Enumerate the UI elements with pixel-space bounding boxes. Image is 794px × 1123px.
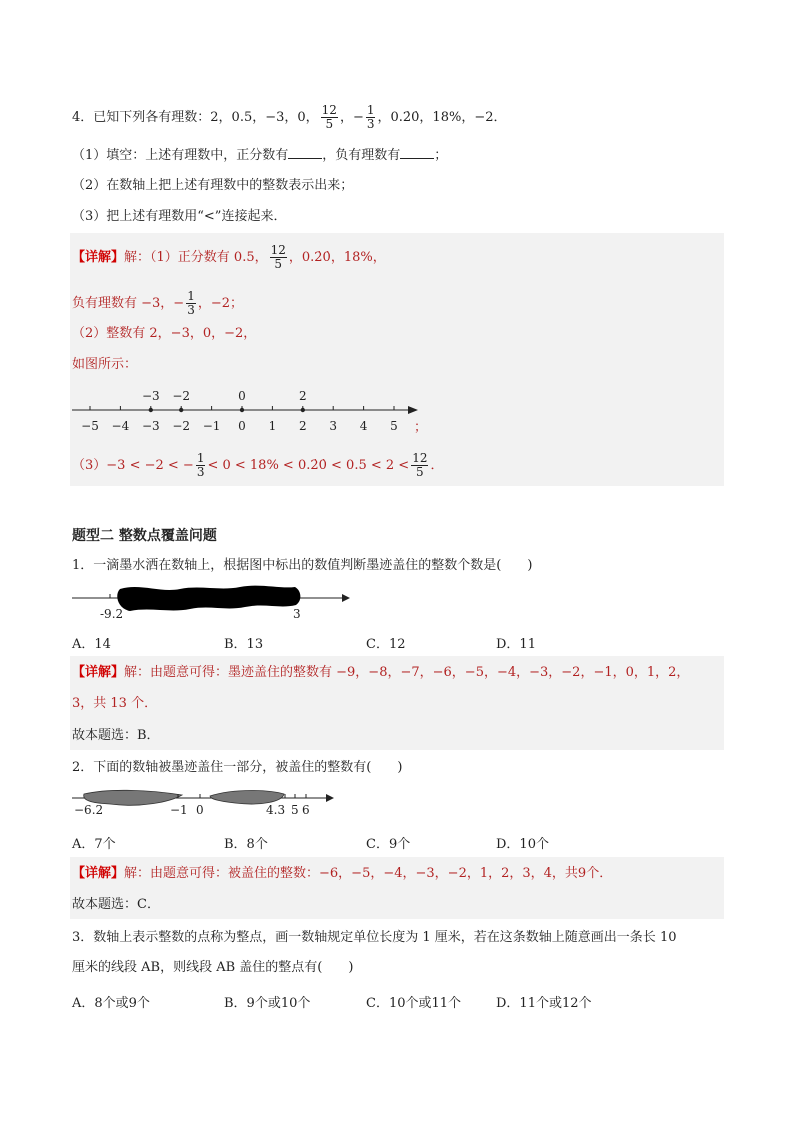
q4-answer-line3: （2）整数有 2，−3，0，−2， <box>72 326 257 341</box>
ink-number-line-1 <box>70 585 360 625</box>
fraction-1-3: $\frac{1}{3}$ <box>366 103 375 131</box>
p2-answer-line1: 【详解】解：由题意可得：被盖住的整数：−6，−5，−4，−3，−2，1，2，3，4，共9个． <box>72 866 613 881</box>
q4-sub1: （1）填空：上述有理数中，正分数有 ，负有理数有 ； <box>72 148 448 163</box>
axis-point <box>240 408 244 412</box>
p2-answer-line2: 故本题选：C． <box>72 897 160 912</box>
q4-sub2: （2）在数轴上把上述有理数中的整数表示出来； <box>72 178 354 193</box>
axis-tick-label: −3 <box>141 419 160 433</box>
option-a[interactable]: A．7个 <box>72 837 116 852</box>
fraction-12-5: $\frac{12}{5}$ <box>270 243 286 271</box>
option-d[interactable]: D．11个或12个 <box>496 996 592 1011</box>
section-title: 题型二 整数点覆盖问题 <box>72 528 217 544</box>
number-line-integers <box>70 380 430 440</box>
p2-label: 6 <box>302 803 310 817</box>
axis-point <box>149 408 153 412</box>
axis-point <box>301 408 305 412</box>
q4-answer-figure-label: 如图所示： <box>72 357 138 372</box>
p3-stem-line2: 厘米的线段 AB，则线段 AB 盖住的整点有( ) <box>72 960 354 975</box>
q4-stem: 4．已知下列各有理数：2，0.5，−3，0， $\frac{12}{5}$ ，− $\frac{1}{3}$ ，0.2̇0̇，18%，−2． <box>72 103 507 131</box>
axis-tick-label: −5 <box>81 419 99 433</box>
p2-label: −1 <box>170 803 188 817</box>
option-a[interactable]: A．8个或9个 <box>72 996 150 1011</box>
axis-tick-label: 2 <box>298 419 307 433</box>
option-c[interactable]: C．12 <box>366 637 406 652</box>
axis-point <box>179 408 183 412</box>
axis-tick-label: 3 <box>329 419 338 433</box>
p1-answer-line1: 【详解】解：由题意可得：墨迹盖住的整数有 −9，−8，−7，−6，−5，−4，−3，−2，−1，0，1，2， <box>72 665 690 680</box>
p1-left-label: -9.2 <box>100 607 124 621</box>
p2-label: 5 <box>291 803 299 817</box>
axis-tick-label: −4 <box>111 419 130 433</box>
p1-stem: 1．一滴墨水洒在数轴上，根据图中标出的数值判断墨迹盖住的整数个数是( ) <box>72 558 533 573</box>
option-a[interactable]: A．14 <box>72 637 111 652</box>
p2-stem: 2．下面的数轴被墨迹盖住一部分，被盖住的整数有( ) <box>72 760 403 775</box>
p1-right-label: 3 <box>293 607 301 621</box>
answer-blank[interactable] <box>288 146 322 159</box>
option-d[interactable]: D．11 <box>496 637 536 652</box>
p2-label: 4.3 <box>266 803 286 817</box>
option-c[interactable]: C．9个 <box>366 837 411 852</box>
fraction-12-5: $\frac{12}{5}$ <box>412 451 428 479</box>
fraction-12-5: $\frac{12}{5}$ <box>321 103 337 131</box>
axis-point-label: 2 <box>298 389 307 403</box>
option-b[interactable]: B．13 <box>224 637 264 652</box>
option-b[interactable]: B．9个或10个 <box>224 996 311 1011</box>
axis-arrow <box>408 406 418 414</box>
fraction-1-3: $\frac{1}{3}$ <box>187 289 195 317</box>
option-c[interactable]: C．10个或11个 <box>366 996 462 1011</box>
axis-point-label: 0 <box>238 389 246 403</box>
axis-tick-label: 4 <box>359 419 368 433</box>
p2-label: 0 <box>196 803 204 817</box>
ink-blot <box>117 586 300 611</box>
q4-sub3: （3）把上述有理数用“<”连接起来． <box>72 209 287 224</box>
fraction-1-3: $\frac{1}{3}$ <box>196 451 205 479</box>
answer-blank[interactable] <box>400 146 434 159</box>
option-d[interactable]: D．10个 <box>496 837 549 852</box>
p1-answer-line3: 故本题选：B． <box>72 728 160 743</box>
axis-tick-label: 1 <box>268 419 277 433</box>
axis-tick-label: 0 <box>238 419 246 433</box>
ink-number-line-2 <box>70 786 340 822</box>
q4-answer-line2: 负有理数有 −3，− $\frac{1}{3}$ ，−2； <box>72 289 244 317</box>
option-b[interactable]: B．8个 <box>224 837 268 852</box>
q4-answer-line1: 【详解】解：（1）正分数有 0.5， $\frac{12}{5}$ ，0.2̇0̇，18%， <box>72 243 386 271</box>
ink-blot-right <box>210 791 284 804</box>
axis-tick-label: 5 <box>390 419 398 433</box>
semicolon: ； <box>414 420 428 435</box>
axis-point-label: −2 <box>172 389 191 403</box>
axis-tick-label: −2 <box>172 419 191 433</box>
q4-answer-line4: （3）−3 < −2 < − $\frac{1}{3}$ < 0 < 18% < 0.2̇0̇ < 0.5 < 2 < $\frac{12}{5}$ ． <box>72 451 444 479</box>
p1-answer-line2: 3，共 13 个． <box>72 696 158 711</box>
axis-point-label: −3 <box>141 389 160 403</box>
axis-tick-label: −1 <box>202 419 221 433</box>
p2-label: −6.2 <box>74 803 104 817</box>
p3-stem-line1: 3．数轴上表示整数的点称为整点，画一数轴规定单位长度为 1 厘米，若在这条数轴上随意画出一条长 10 <box>72 930 677 945</box>
